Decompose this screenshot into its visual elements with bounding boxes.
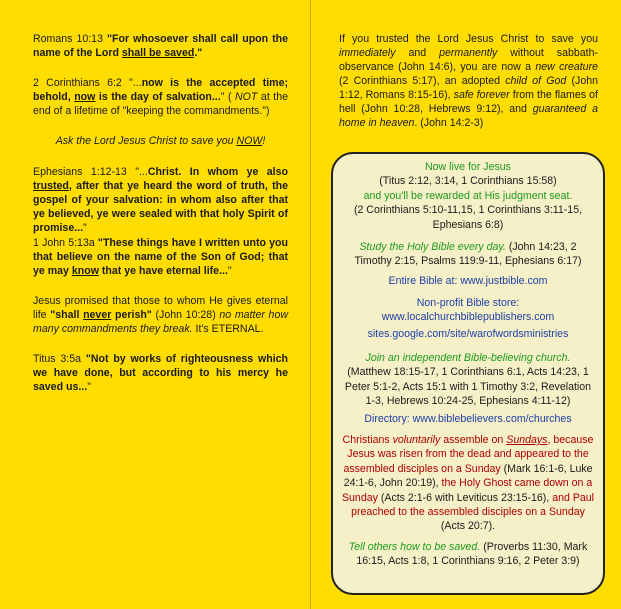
romans-10-13-verse xyxy=(33,33,288,61)
bible-store-section: Non-profit Bible store: www.localchurchbiblepublishers.com xyxy=(381,297,555,324)
ask-jesus-line: Ask the Lord Jesus Christ to save you NOW! xyxy=(55,135,266,147)
titus-3-5-verse: Titus 3:5a "Not by works of righteousness which we have done, but according to his mercy he saved us..." xyxy=(33,353,288,393)
verse-reference: 1 John 5:13a xyxy=(33,237,95,249)
verse-text: "For whosoever shall call upon the name of the Lord shall be saved." xyxy=(33,33,289,59)
tell-others-section: Tell others how to be saved. (Proverbs 11:30, Mark 16:15, Acts 1:8, 1 Corinthians 9:16, 2 Peter 3:9) xyxy=(348,541,588,568)
entire-bible-link[interactable]: Entire Bible at: www.justbible.com xyxy=(388,275,548,287)
church-directory-link[interactable]: Directory: www.biblebelievers.com/churches xyxy=(364,413,572,425)
left-panel xyxy=(0,0,310,609)
warofwords-link[interactable]: sites.google.com/site/warofwordsministries xyxy=(367,328,569,340)
verse-text: now is the accepted time; behold, now is the day of salvation... xyxy=(33,77,289,103)
ephesians-1-12-13-verse: Ephesians 1:12-13 "...Christ. In whom ye also trusted, after that ye heard the word of truth, the gospel of your salvation: in whom also after that ye believed, ye were sealed with that holy Spirit of promise..." xyxy=(33,166,288,234)
sunday-assembly-section: Christians voluntarily assemble on Sundays, because Jesus was risen from the dead and appeared to the assembled disciples on a Sunday (Mark 16:1-6, Luke 24:1-6, John 20:19), the Holy Ghost came down on a Sunday (Acts 2:1-6 with Leviticus 23:15-16), and Paul preached to the assembled disciples on a Sunday (Acts 20:7). xyxy=(341,434,595,533)
bible-store-link[interactable]: www.localchurchbiblepublishers.com xyxy=(381,311,555,324)
2-corinthians-6-2-verse: 2 Corinthians 6:2 "...now is the accepted time; behold, now is the day of salvation..." ( NOT at the end of a lifetime of "keeping the commandments.") xyxy=(33,77,289,117)
join-church-section: Join an independent Bible-believing church. (Matthew 18:15-17, 1 Corinthians 6:1, Acts 14:23, 1 Peter 5:1-2, Acts 15:1 with 1 Timothy 3:2, Revelation 1-3, Hebrews 10:24-25, Ephesians 4:11-12) xyxy=(344,352,592,408)
verse-text: "Not by works of righteousness which we have done, but according to his mercy he saved us... xyxy=(33,353,288,393)
verse-reference: 2 Corinthians 6:2 "... xyxy=(33,77,142,89)
eternal-life-promise: Jesus promised that those to whom He gives eternal life "shall never perish" (John 10:28) no matter how many commandments they break. It's ETERNAL. xyxy=(33,295,288,335)
verse-reference: Titus 3:5a xyxy=(33,353,81,365)
verse-reference: Romans 10:13 xyxy=(33,33,103,45)
live-for-jesus-section: Now live for Jesus (Titus 2:12, 3:14, 1 Corinthians 15:58) and you'll be rewarded at His judgment seat. (2 Corinthians 5:10-11,15, 1 Corinthians 3:11-15, Ephesians 6:8) xyxy=(353,161,583,231)
verse-text: "These things have I written unto you that believe on the name of the Son of God; that ye may know that ye have eternal life... xyxy=(33,237,288,277)
verse-reference: Ephesians 1:12-13 "... xyxy=(33,166,148,178)
verse-text: Christ. In whom ye also trusted, after that ye heard the word of truth, the gospel of your salvation: in whom also after that ye believed, ye were sealed with that holy Spirit of promise... xyxy=(33,166,288,234)
1-john-5-13-verse: 1 John 5:13a "These things have I written unto you that believe on the name of the Son of God; that ye may know that ye have eternal life..." xyxy=(33,237,288,277)
assurance-paragraph: If you trusted the Lord Jesus Christ to save you immediately and permanently without sabbath-observance (John 14:6), you are now a new creature (2 Corinthians 5:17), an adopted child of God (John 1:12, Romans 8:15-16), safe forever from the flames of hell (John 10:28, Hebrews 9:12), and guaranteed a home in heaven. (John 14:2-3) xyxy=(339,33,598,129)
christian-living-box xyxy=(331,152,605,595)
study-bible-section: Study the Holy Bible every day. (John 14:23, 2 Timothy 2:15, Psalms 119:9-11, Ephesians 6:17) xyxy=(354,241,582,268)
